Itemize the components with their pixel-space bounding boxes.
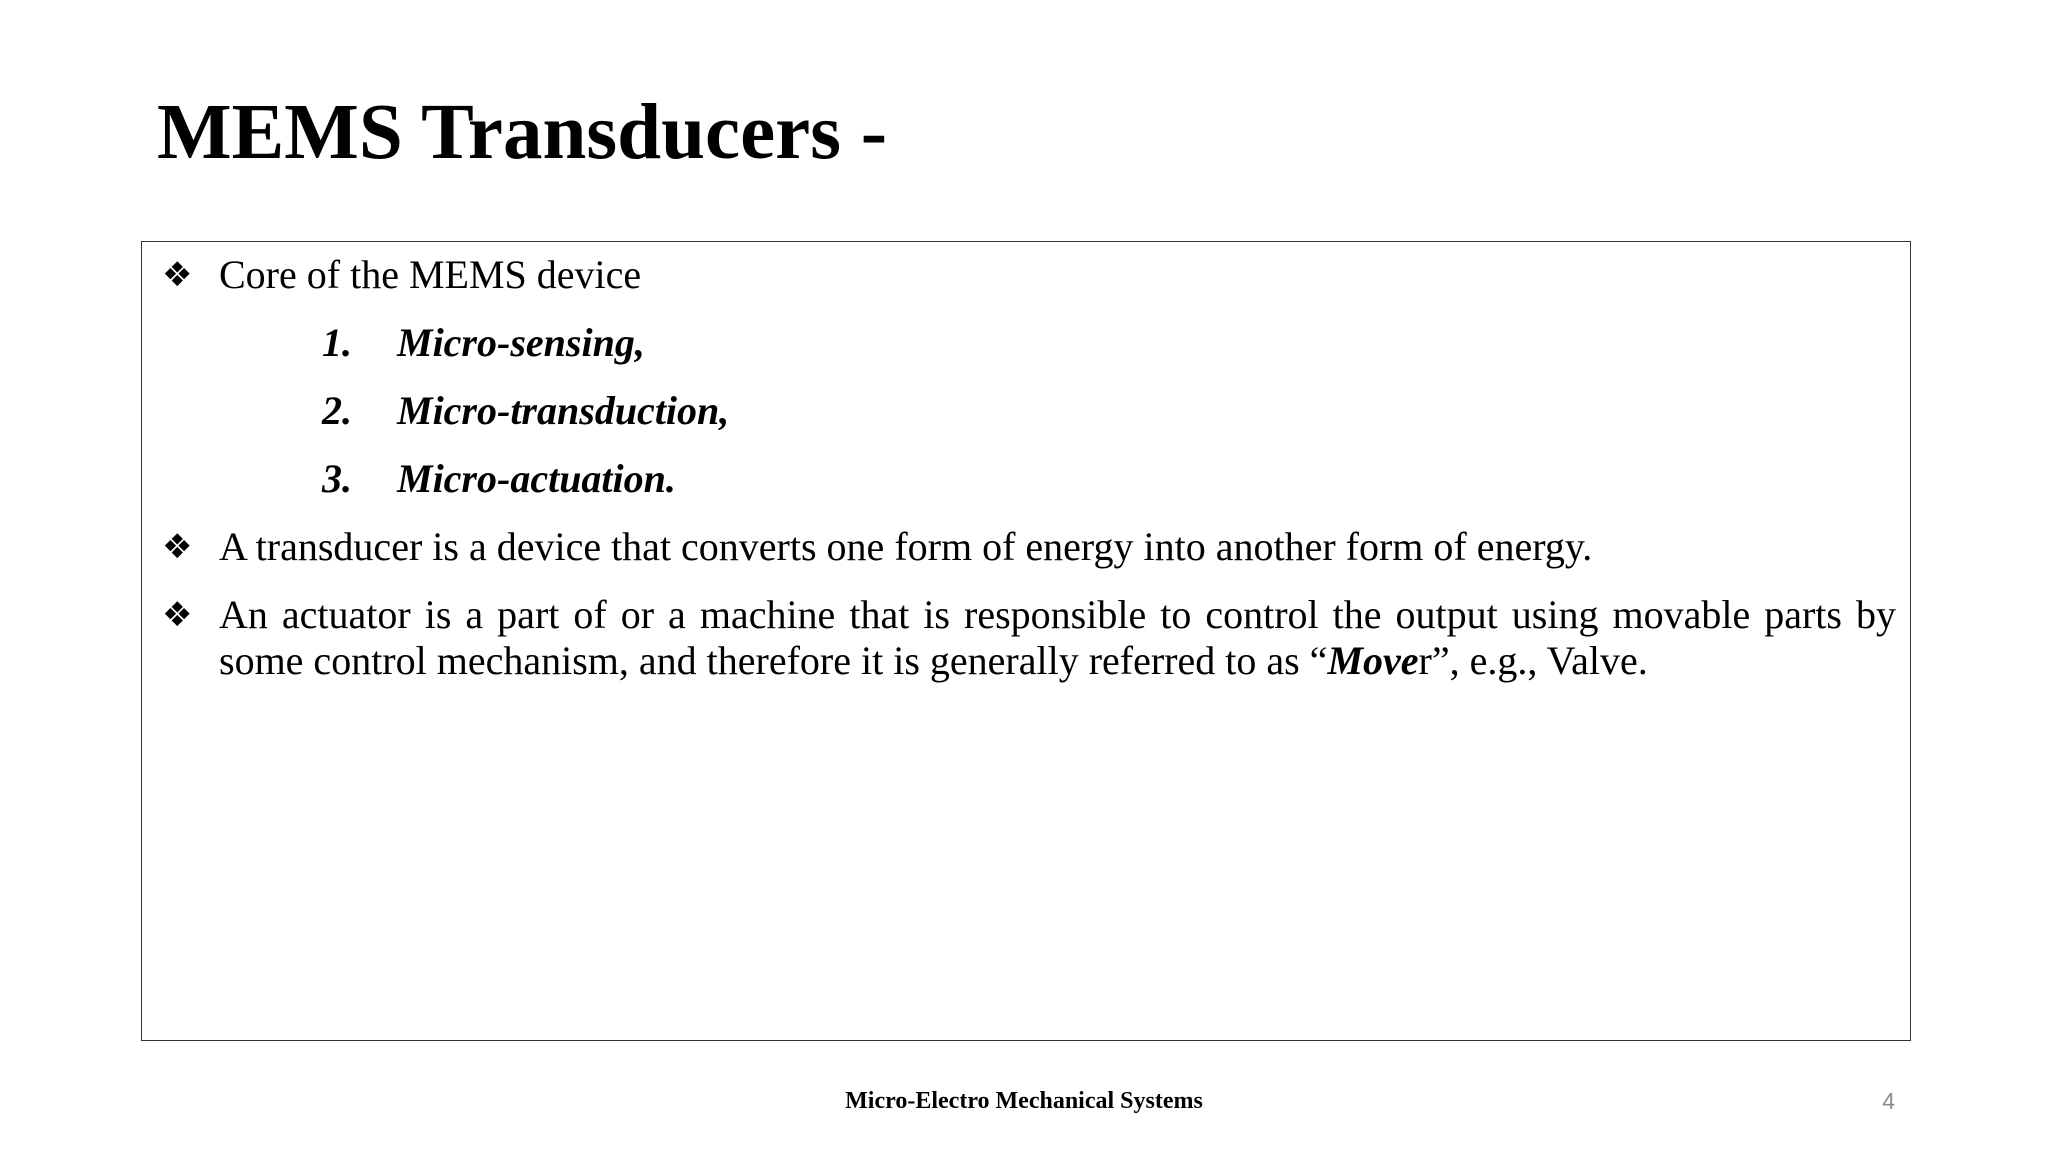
diamond-bullet-icon: ❖ — [162, 595, 193, 635]
item-label: Micro-actuation. — [397, 456, 676, 501]
actuator-text-before: An actuator is a part of or a machine that is responsible to control the output using movable parts by some control mechanism, and therefore it is generally referred to as “ — [219, 592, 1896, 683]
page-number: 4 — [1882, 1088, 1895, 1114]
numbered-item-micro-actuation — [322, 456, 676, 502]
footer-title: Micro-Electro Mechanical Systems — [845, 1088, 1203, 1114]
bullet-core-of-mems — [162, 252, 1896, 298]
diamond-bullet-icon: ❖ — [162, 527, 193, 567]
bullet-actuator-definition — [162, 592, 1896, 684]
numbered-item-micro-transduction — [322, 388, 729, 434]
item-label: Micro-sensing, — [397, 320, 645, 365]
content-box — [141, 241, 1911, 1041]
bullet-text — [219, 592, 1896, 684]
item-number: 1. — [322, 320, 352, 365]
bullet-transducer-definition — [162, 524, 1896, 570]
item-number: 2. — [322, 388, 352, 433]
item-number: 3. — [322, 456, 352, 501]
bullet-text: A transducer is a device that converts one form of energy into another form of energy. — [219, 524, 1593, 569]
item-label: Micro-transduction, — [397, 388, 730, 433]
mover-emphasis: Move — [1327, 638, 1419, 683]
numbered-item-micro-sensing — [322, 320, 645, 366]
actuator-text-after: r”, e.g., Valve. — [1418, 638, 1648, 683]
bullet-text: Core of the MEMS device — [219, 252, 642, 297]
diamond-bullet-icon: ❖ — [162, 255, 193, 295]
slide-title: MEMS Transducers - — [157, 89, 888, 176]
